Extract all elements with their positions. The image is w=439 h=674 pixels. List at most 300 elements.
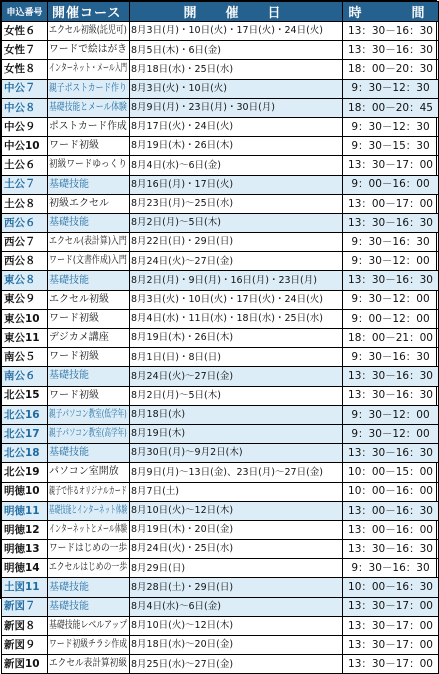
date-text: 8月17日(火)・24日(火)	[131, 121, 234, 133]
cell-date	[130, 156, 343, 175]
cell-time	[343, 41, 439, 60]
cell-course	[48, 252, 130, 271]
cell-time	[343, 79, 439, 98]
date-text: 8月4日(水)・11日(水)・18日(水)・25日(水)	[131, 313, 324, 325]
cell-time	[343, 444, 439, 463]
table-row	[2, 501, 439, 520]
id-text: 明徳12	[4, 523, 40, 536]
cell-course	[48, 636, 130, 655]
header-date: 開 催 日	[130, 2, 343, 22]
cell-date	[130, 41, 343, 60]
id-text: 東公11	[4, 331, 40, 344]
cell-id	[2, 348, 48, 367]
date-text: 8月19日(木)・26日(木)	[131, 332, 234, 344]
course-text: ワード初級	[49, 140, 99, 152]
cell-course	[48, 137, 130, 156]
cell-date	[130, 463, 343, 482]
cell-course	[48, 348, 130, 367]
cell-date	[130, 60, 343, 79]
id-text: 西公６	[4, 216, 36, 229]
date-text: 8月24日(火)・25日(水)	[131, 543, 234, 555]
date-text: 8月10日(火)～12日(木)	[131, 620, 234, 632]
course-text: 基礎技能とメール体験	[49, 101, 127, 113]
time-text: 9：30－15：30	[351, 139, 430, 152]
date-text: 8月4日(水)～6日(金)	[131, 159, 221, 171]
time-text: 13：30－16：30	[348, 24, 433, 37]
id-text: 明徳13	[4, 542, 40, 555]
cell-course	[48, 117, 130, 136]
date-text: 8月7日(土)	[131, 485, 180, 497]
table-row	[2, 309, 439, 328]
cell-date	[130, 271, 343, 290]
cell-date	[130, 636, 343, 655]
time-text: 13：30－17：00	[348, 638, 433, 651]
cell-id	[2, 233, 48, 252]
table-row	[2, 482, 439, 501]
date-text: 8月9日(月)～13日(金)、23日(月)～27日(金)	[131, 466, 324, 478]
cell-time	[343, 655, 439, 674]
cell-id	[2, 22, 48, 41]
cell-course	[48, 98, 130, 117]
cell-id	[2, 367, 48, 386]
table-row	[2, 252, 439, 271]
time-text: 13：30－16：30	[348, 542, 433, 555]
course-text: ポストカード作成	[49, 121, 127, 133]
time-text: 10：00－16：00	[348, 485, 433, 498]
cell-course	[48, 540, 130, 559]
course-text: 基礎技能	[49, 447, 89, 459]
time-text: 10：00－16：30	[348, 581, 433, 594]
cell-time	[343, 213, 439, 232]
cell-course	[48, 329, 130, 348]
course-text: 親子で作るオリジナルカード	[49, 485, 127, 497]
cell-id	[2, 463, 48, 482]
cell-date	[130, 616, 343, 635]
time-text: 13：00－16：30	[348, 504, 433, 517]
time-text: 13：30－16：30	[348, 274, 433, 287]
cell-id	[2, 386, 48, 405]
id-text: 南公５	[4, 351, 36, 364]
cell-id	[2, 405, 48, 424]
cell-time	[343, 482, 439, 501]
cell-course	[48, 482, 130, 501]
time-text: 13：30－17：00	[348, 658, 433, 671]
cell-time	[343, 424, 439, 443]
course-text: ワードはじめの一歩	[49, 543, 127, 555]
header-row	[2, 2, 439, 22]
date-text: 8月19日(木)・26日(木)	[131, 140, 234, 152]
cell-id	[2, 290, 48, 309]
course-text: ワード(文書作成)入門	[49, 255, 127, 267]
id-text: 新図８	[4, 619, 36, 632]
course-text: ワード初級	[49, 351, 99, 363]
id-text: 北公16	[4, 408, 40, 421]
cell-course	[48, 405, 130, 424]
cell-course	[48, 367, 130, 386]
table-row	[2, 213, 439, 232]
course-text: デジカメ講座	[49, 332, 109, 344]
table-row	[2, 444, 439, 463]
cell-date	[130, 309, 343, 328]
id-text: 女性７	[4, 44, 36, 57]
cell-time	[343, 98, 439, 117]
header-time: 時 間	[343, 2, 439, 22]
date-text: 8月4日(水)～6日(金)	[131, 600, 221, 612]
cell-id	[2, 252, 48, 271]
course-text: エクセル初級(託児可)	[49, 25, 127, 37]
cell-date	[130, 329, 343, 348]
table-row	[2, 156, 439, 175]
course-text: 基礎技能とインターネット体験	[49, 504, 128, 516]
date-text: 8月18日(水)	[131, 409, 186, 421]
cell-id	[2, 616, 48, 635]
cell-time	[343, 597, 439, 616]
date-text: 8月2日(月)～5日(木)	[131, 217, 221, 229]
date-text: 8月9日(月)・23日(月)・30日(月)	[131, 102, 276, 114]
date-text: 8月28日(土)・29日(日)	[131, 581, 234, 593]
cell-time	[343, 386, 439, 405]
course-text: ワードで絵はがき	[49, 44, 127, 56]
cell-id	[2, 597, 48, 616]
time-text: 18：00－20：45	[348, 101, 433, 114]
id-text: 西公７	[4, 235, 36, 248]
cell-id	[2, 482, 48, 501]
cell-course	[48, 616, 130, 635]
course-text: 親子パソコン教室(高学年)	[49, 428, 127, 440]
cell-date	[130, 386, 343, 405]
time-text: 9：30－12：30	[351, 82, 430, 95]
time-text: 13：00－16：00	[348, 523, 433, 536]
cell-date	[130, 444, 343, 463]
id-text: 中公10	[4, 139, 40, 152]
cell-id	[2, 98, 48, 117]
cell-course	[48, 559, 130, 578]
cell-time	[343, 636, 439, 655]
table-row	[2, 290, 439, 309]
cell-date	[130, 559, 343, 578]
date-text: 8月23日(月)～25日(水)	[131, 198, 234, 210]
cell-course	[48, 213, 130, 232]
cell-id	[2, 424, 48, 443]
course-text: ワード初級	[49, 312, 99, 324]
cell-id	[2, 41, 48, 60]
cell-time	[343, 194, 439, 213]
cell-course	[48, 290, 130, 309]
table-row	[2, 98, 439, 117]
date-text: 8月22日(日)・29日(日)	[131, 236, 234, 248]
time-text: 9：30－12：00	[351, 293, 430, 306]
cell-time	[343, 117, 439, 136]
time-text: 18：00－21：00	[348, 331, 433, 344]
cell-time	[343, 559, 439, 578]
id-text: 中公７	[4, 82, 36, 95]
id-text: 新図10	[4, 658, 40, 671]
date-text: 8月2日(月)～5日(木)	[131, 389, 221, 401]
id-text: 明徳10	[4, 485, 40, 498]
table-row	[2, 405, 439, 424]
cell-date	[130, 655, 343, 674]
course-text: 基礎技能レベルアップ	[49, 619, 128, 631]
date-text: 8月30日(月)～9月2日(木)	[131, 447, 243, 459]
date-text: 8月24日(火)～27日(金)	[131, 255, 234, 267]
table-row	[2, 597, 439, 616]
time-text: 13：30－17：00	[348, 159, 433, 172]
table-row	[2, 463, 439, 482]
id-text: 北公19	[4, 466, 40, 479]
cell-course	[48, 22, 130, 41]
cell-course	[48, 520, 130, 539]
table-row	[2, 137, 439, 156]
time-text: 9：00－16：00	[351, 178, 430, 191]
schedule-table	[1, 1, 439, 674]
table-row	[2, 329, 439, 348]
cell-course	[48, 60, 130, 79]
time-text: 13：30－16：30	[348, 44, 433, 57]
time-text: 9：30－16：30	[351, 562, 430, 575]
table-row	[2, 578, 439, 597]
cell-course	[48, 41, 130, 60]
course-text: パソコン室開放	[49, 466, 119, 478]
course-text: エクセル表計算初級	[49, 658, 127, 670]
course-text: 基礎技能	[49, 178, 89, 190]
cell-date	[130, 79, 343, 98]
course-text: インターネット・メール入門	[49, 63, 127, 75]
course-text: 基礎技能	[49, 370, 89, 382]
date-text: 8月3日(火)・10日(火)	[131, 82, 228, 94]
id-text: 新図７	[4, 600, 36, 613]
cell-date	[130, 501, 343, 520]
cell-time	[343, 463, 439, 482]
id-text: 西公８	[4, 255, 36, 268]
cell-id	[2, 559, 48, 578]
cell-time	[343, 405, 439, 424]
header-course: 開催コース	[48, 2, 130, 22]
time-text: 13：30－16：30	[348, 216, 433, 229]
cell-date	[130, 520, 343, 539]
table-row	[2, 424, 439, 443]
cell-date	[130, 597, 343, 616]
cell-course	[48, 444, 130, 463]
cell-id	[2, 156, 48, 175]
date-text: 8月25日(水)～27日(金)	[131, 658, 234, 670]
table-row	[2, 520, 439, 539]
time-text: 13：30－16：30	[348, 370, 433, 383]
id-text: 北公15	[4, 389, 40, 402]
cell-course	[48, 233, 130, 252]
cell-course	[48, 424, 130, 443]
table-row	[2, 60, 439, 79]
course-text: ワード初級チラシ作成	[49, 639, 127, 651]
cell-time	[343, 329, 439, 348]
cell-id	[2, 444, 48, 463]
cell-date	[130, 117, 343, 136]
id-text: 南公６	[4, 370, 36, 383]
table-row	[2, 348, 439, 367]
cell-id	[2, 501, 48, 520]
cell-course	[48, 386, 130, 405]
cell-time	[343, 309, 439, 328]
cell-time	[343, 137, 439, 156]
course-text: 初級エクセル	[49, 197, 109, 209]
course-text: 基礎技能	[49, 581, 89, 593]
cell-id	[2, 175, 48, 194]
table-row	[2, 117, 439, 136]
cell-course	[48, 597, 130, 616]
cell-time	[343, 290, 439, 309]
cell-course	[48, 194, 130, 213]
table-row	[2, 194, 439, 213]
id-text: 北公17	[4, 427, 40, 440]
course-text: 初級ワードゆっくり	[49, 159, 127, 171]
table-row	[2, 271, 439, 290]
date-text: 8月3日(火)・10日(火)・17日(火)・24日(火)	[131, 293, 324, 305]
cell-date	[130, 194, 343, 213]
cell-id	[2, 520, 48, 539]
cell-course	[48, 175, 130, 194]
time-text: 13：30－17：00	[348, 619, 433, 632]
date-text: 8月5日(木)・6日(金)	[131, 44, 221, 56]
cell-course	[48, 156, 130, 175]
id-text: 中公８	[4, 101, 36, 114]
cell-id	[2, 309, 48, 328]
course-text: エクセル(表計算)入門	[49, 236, 127, 248]
course-text: インターネットとメール体験	[49, 523, 127, 535]
cell-time	[343, 233, 439, 252]
table-row	[2, 175, 439, 194]
cell-id	[2, 271, 48, 290]
date-text: 8月16日(月)・17日(火)	[131, 178, 234, 190]
time-text: 9：00－12：00	[351, 312, 430, 325]
time-text: 9：30－12：00	[351, 408, 430, 421]
time-text: 9：30－16：30	[351, 235, 430, 248]
id-text: 土公７	[4, 178, 36, 191]
date-text: 8月19日(木)	[131, 428, 186, 440]
id-text: 東公10	[4, 312, 40, 325]
cell-id	[2, 655, 48, 674]
cell-course	[48, 655, 130, 674]
cell-date	[130, 482, 343, 501]
cell-id	[2, 60, 48, 79]
id-text: 土公６	[4, 159, 36, 172]
id-text: 明徳11	[4, 504, 40, 517]
id-text: 土公８	[4, 197, 36, 210]
cell-date	[130, 98, 343, 117]
cell-time	[343, 367, 439, 386]
cell-time	[343, 540, 439, 559]
time-text: 10：00－15：00	[348, 466, 433, 479]
cell-id	[2, 137, 48, 156]
table-row	[2, 386, 439, 405]
table-row	[2, 41, 439, 60]
cell-time	[343, 252, 439, 271]
cell-date	[130, 367, 343, 386]
cell-date	[130, 175, 343, 194]
id-text: 東公８	[4, 274, 36, 287]
table-row	[2, 636, 439, 655]
cell-time	[343, 156, 439, 175]
time-text: 9：30－12：30	[351, 120, 430, 133]
table-row	[2, 367, 439, 386]
table-row	[2, 540, 439, 559]
table-row	[2, 655, 439, 674]
time-text: 13：30－16：30	[348, 389, 433, 402]
id-text: 女性６	[4, 24, 36, 37]
header-application-number: 申込番号	[2, 2, 48, 22]
id-text: 土図11	[4, 581, 40, 594]
cell-time	[343, 501, 439, 520]
course-text: 基礎技能	[49, 216, 89, 228]
cell-course	[48, 578, 130, 597]
date-text: 8月3日(月)・10日(火)・17日(火)・24日(火)	[131, 25, 324, 37]
date-text: 8月1日(日)・8日(日)	[131, 351, 221, 363]
cell-id	[2, 117, 48, 136]
table-row	[2, 22, 439, 41]
cell-date	[130, 22, 343, 41]
time-text: 9：30－12：00	[351, 255, 430, 268]
date-text: 8月18日(水)・25日(水)	[131, 63, 234, 75]
date-text: 8月19日(木)・20日(金)	[131, 524, 234, 536]
cell-date	[130, 252, 343, 271]
date-text: 8月2日(月)・9日(月)・16日(月)・23日(月)	[131, 274, 317, 286]
cell-course	[48, 309, 130, 328]
cell-date	[130, 578, 343, 597]
course-text: 基礎技能	[49, 274, 89, 286]
time-text: 9：30－12：00	[351, 427, 430, 440]
course-text: 基礎技能	[49, 600, 89, 612]
time-text: 13：30－16：30	[348, 446, 433, 459]
cell-date	[130, 290, 343, 309]
table-row	[2, 616, 439, 635]
cell-time	[343, 175, 439, 194]
id-text: 新図９	[4, 638, 36, 651]
cell-date	[130, 424, 343, 443]
cell-time	[343, 271, 439, 290]
date-text: 8月24日(火)～27日(金)	[131, 370, 234, 382]
cell-id	[2, 578, 48, 597]
date-text: 8月10日(火)～12日(木)	[131, 505, 234, 517]
course-text: エクセルはじめの一歩	[49, 562, 127, 574]
date-text: 8月29日(日)	[131, 562, 186, 574]
cell-id	[2, 213, 48, 232]
cell-date	[130, 137, 343, 156]
cell-id	[2, 636, 48, 655]
id-text: 中公９	[4, 120, 36, 133]
cell-course	[48, 79, 130, 98]
cell-time	[343, 616, 439, 635]
cell-course	[48, 501, 130, 520]
time-text: 13：30－17：00	[348, 600, 433, 613]
course-text: 親子パソコン教室(低学年)	[49, 408, 127, 420]
time-text: 9：30－16：30	[351, 351, 430, 364]
course-text: 親子ポストカード作り	[49, 82, 127, 94]
date-text: 8月18日(水)～20日(金)	[131, 639, 234, 651]
id-text: 東公９	[4, 293, 36, 306]
cell-course	[48, 271, 130, 290]
cell-id	[2, 329, 48, 348]
cell-time	[343, 60, 439, 79]
schedule-body	[2, 22, 439, 674]
id-text: 北公18	[4, 446, 40, 459]
table-row	[2, 559, 439, 578]
cell-date	[130, 405, 343, 424]
id-text: 明徳14	[4, 562, 40, 575]
cell-time	[343, 348, 439, 367]
cell-id	[2, 79, 48, 98]
cell-time	[343, 22, 439, 41]
cell-time	[343, 578, 439, 597]
cell-id	[2, 540, 48, 559]
cell-course	[48, 463, 130, 482]
